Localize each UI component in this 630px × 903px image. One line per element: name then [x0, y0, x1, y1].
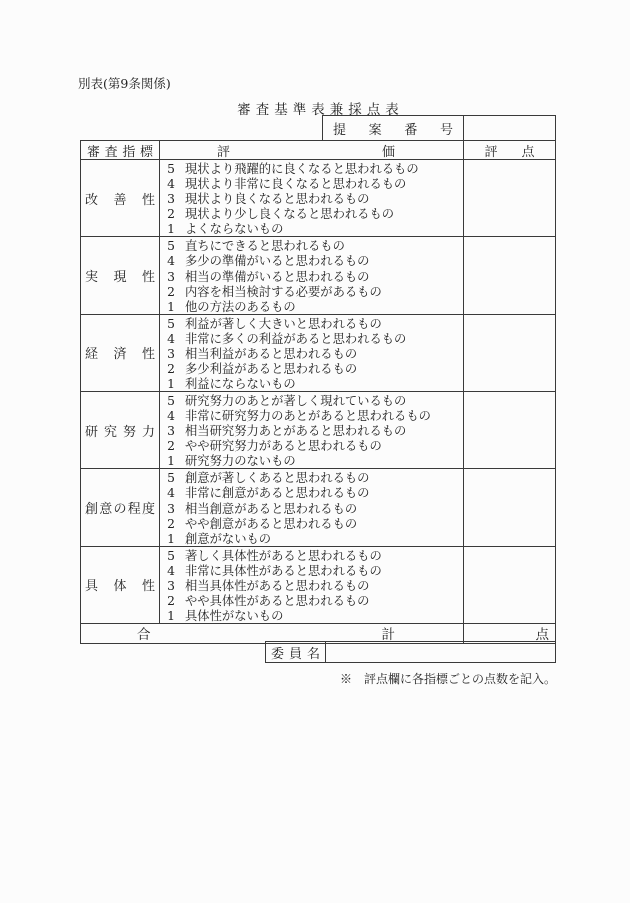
table-row — [81, 314, 555, 391]
evaluation-header-right: 価 — [381, 144, 395, 160]
criteria-score: 4 — [167, 563, 175, 578]
table-row — [81, 546, 555, 623]
criteria-text: 研究努力のないもの — [185, 454, 296, 469]
criteria-score: 3 — [167, 346, 175, 361]
criteria-text: 非常に創意があると思われるもの — [185, 486, 370, 501]
score-cell[interactable] — [464, 315, 555, 391]
criteria-cell — [160, 237, 464, 313]
page-title: 審査基準表兼採点表 — [237, 102, 404, 118]
score-cell[interactable] — [464, 469, 555, 545]
criteria-score: 2 — [167, 439, 175, 454]
criteria-text: 非常に多くの利益があると思われるもの — [185, 331, 407, 346]
criteria-text: やや具体性があると思われるもの — [185, 593, 370, 608]
proposal-number-label: 提 案 番 号 — [323, 116, 464, 140]
criteria-score: 1 — [167, 609, 175, 624]
criteria-score: 2 — [167, 516, 175, 531]
criteria-score: 5 — [167, 316, 175, 331]
criteria-cell — [160, 315, 464, 391]
committee-name-box — [265, 641, 556, 663]
criteria-text: やや創意があると思われるもの — [185, 516, 358, 531]
criteria-score: 1 — [167, 222, 175, 237]
proposal-number-value[interactable] — [464, 116, 555, 140]
total-label-left: 合 — [137, 627, 151, 644]
criteria-text: 研究努力のあとが著しく現れているもの — [185, 393, 407, 408]
criteria-score: 5 — [167, 239, 175, 254]
criteria-text: 非常に研究努力のあとがあると思われるもの — [185, 409, 431, 424]
criteria-score: 1 — [167, 299, 175, 314]
committee-name-value[interactable] — [326, 642, 555, 662]
criteria-score: 3 — [167, 424, 175, 439]
criteria-score: 3 — [167, 501, 175, 516]
criteria-text: やや研究努力があると思われるもの — [185, 439, 382, 454]
criteria-score: 2 — [167, 361, 175, 376]
criteria-text: 内容を相当検討する必要があるもの — [185, 284, 382, 299]
score-cell[interactable] — [464, 160, 555, 236]
score-column-header: 評 点 — [484, 144, 535, 160]
criteria-text: 非常に具体性があると思われるもの — [185, 563, 382, 578]
proposal-number-box — [322, 115, 556, 140]
criteria-text: 利益にならないもの — [185, 377, 296, 392]
criteria-text: 相当の準備がいると思われるもの — [185, 269, 370, 284]
total-unit: 点 — [535, 627, 549, 644]
indicator-label: 創 意 の 程 度 — [81, 469, 160, 545]
indicator-label: 実 現 性 — [81, 237, 160, 313]
criteria-text: 現状より良くなると思われるもの — [185, 192, 370, 207]
criteria-text: 相当研究努力あとがあると思われるもの — [185, 424, 407, 439]
criteria-text: 直ちにできると思われるもの — [185, 239, 345, 254]
criteria-score: 4 — [167, 331, 175, 346]
criteria-score: 2 — [167, 207, 175, 222]
criteria-score: 4 — [167, 254, 175, 269]
criteria-text: 利益が著しく大きいと思われるもの — [185, 316, 382, 331]
criteria-text: 相当利益があると思われるもの — [185, 346, 358, 361]
score-cell[interactable] — [464, 547, 555, 623]
indicator-column-header: 審 査 指 標 — [81, 141, 160, 159]
criteria-cell — [160, 469, 464, 545]
criteria-score: 3 — [167, 578, 175, 593]
indicator-label: 改 善 性 — [81, 160, 160, 236]
criteria-text: 現状より少し良くなると思われるもの — [185, 207, 395, 222]
committee-name-label: 委 員 名 — [266, 642, 326, 662]
score-cell[interactable] — [464, 392, 555, 468]
criteria-text: 多少の準備がいると思われるもの — [185, 254, 370, 269]
criteria-score: 4 — [167, 409, 175, 424]
scoring-table — [80, 140, 556, 644]
table-row — [81, 468, 555, 545]
criteria-score: 2 — [167, 284, 175, 299]
criteria-text: 相当具体性があると思われるもの — [185, 578, 370, 593]
criteria-score: 1 — [167, 531, 175, 546]
total-label-right: 計 — [381, 627, 395, 644]
table-row — [81, 391, 555, 468]
table-row — [81, 159, 555, 236]
table-header-row — [81, 141, 555, 159]
criteria-text: 多少利益があると思われるもの — [185, 361, 358, 376]
indicator-label: 経 済 性 — [81, 315, 160, 391]
criteria-score: 2 — [167, 593, 175, 608]
score-cell[interactable] — [464, 237, 555, 313]
criteria-text: 現状より非常に良くなると思われるもの — [185, 177, 407, 192]
criteria-score: 5 — [167, 548, 175, 563]
criteria-cell — [160, 392, 464, 468]
criteria-text: 創意がないもの — [185, 531, 272, 546]
criteria-text: 創意が著しくあると思われるもの — [185, 471, 370, 486]
indicator-label: 具 体 性 — [81, 547, 160, 623]
criteria-score: 3 — [167, 192, 175, 207]
criteria-text: 具体性がないもの — [185, 609, 284, 624]
appendix-annotation: 別表(第9条関係) — [78, 76, 171, 91]
footnote: ※ 評点欄に各指標ごとの点数を記入。 — [339, 672, 556, 686]
criteria-score: 3 — [167, 269, 175, 284]
criteria-text: 他の方法のあるもの — [185, 299, 296, 314]
criteria-score: 5 — [167, 471, 175, 486]
criteria-score: 5 — [167, 162, 175, 176]
criteria-text: 現状より飛躍的に良くなると思われるもの — [185, 162, 419, 176]
criteria-cell — [160, 547, 464, 623]
criteria-score: 4 — [167, 486, 175, 501]
criteria-cell — [160, 160, 464, 236]
criteria-score: 4 — [167, 177, 175, 192]
indicator-label: 研 究 努 力 — [81, 392, 160, 468]
criteria-score: 5 — [167, 393, 175, 408]
criteria-text: 著しく具体性があると思われるもの — [185, 548, 382, 563]
evaluation-column-header — [160, 141, 464, 159]
table-row — [81, 236, 555, 313]
criteria-text: よくならないもの — [185, 222, 284, 237]
criteria-score: 1 — [167, 454, 175, 469]
total-row — [81, 623, 555, 643]
evaluation-header-left: 評 — [217, 144, 231, 160]
criteria-score: 1 — [167, 377, 175, 392]
criteria-text: 相当創意があると思われるもの — [185, 501, 358, 516]
